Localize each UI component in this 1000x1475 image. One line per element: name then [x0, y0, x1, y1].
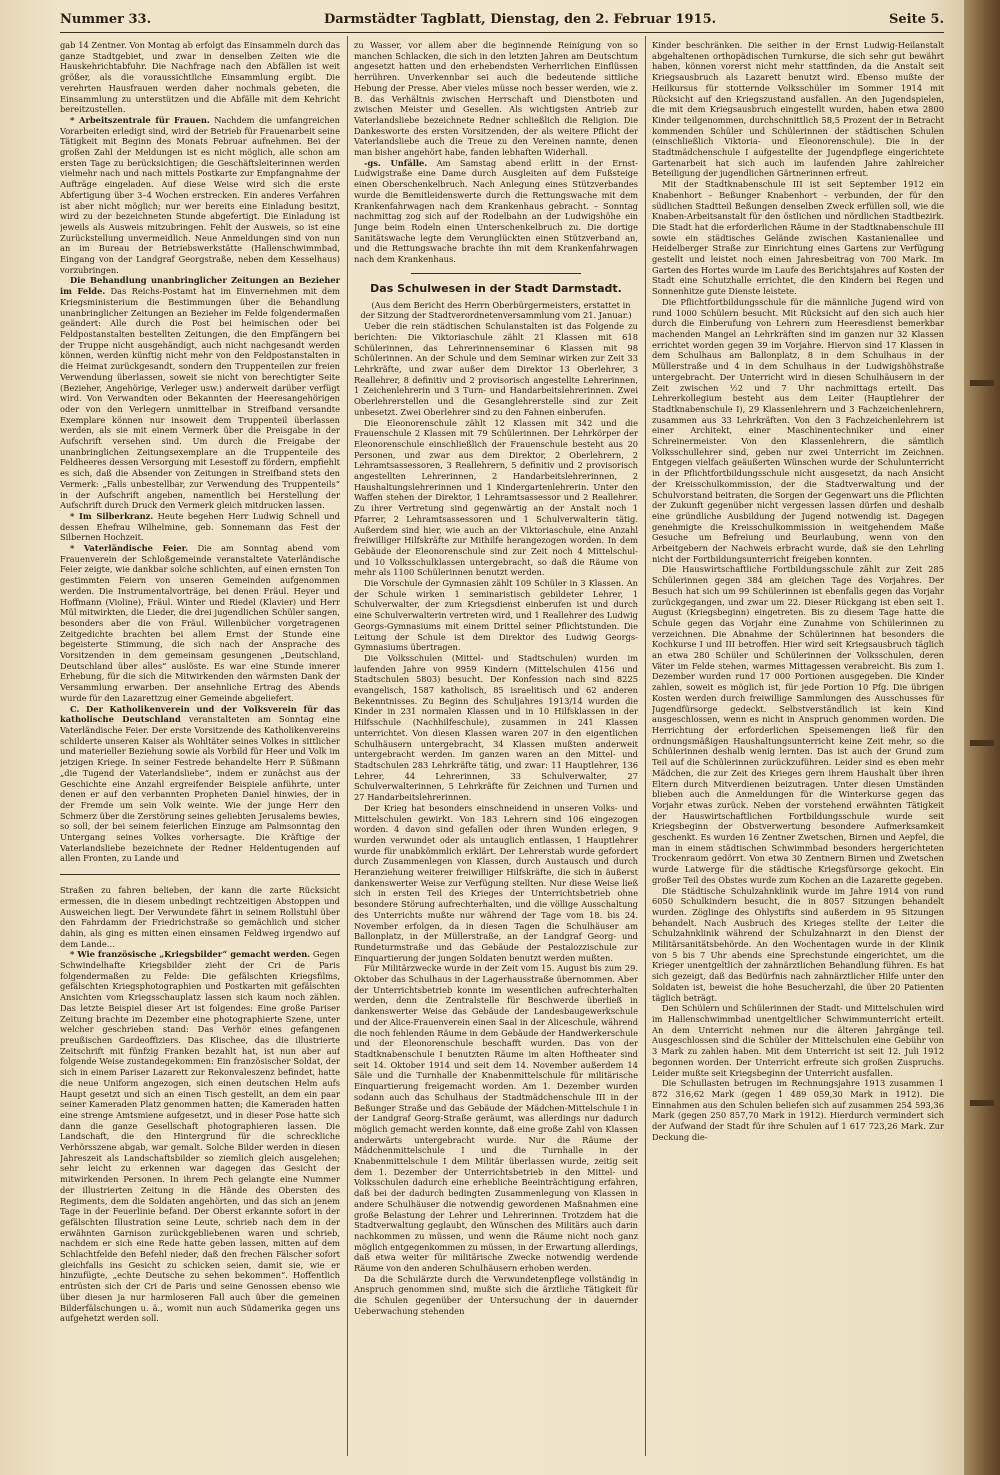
section-heading: * Arbeitszentrale für Frauen.	[70, 114, 210, 125]
text-paragraph: Kinder beschränken. Die seither in der Ernst Ludwig-Heilanstalt abgehaltenen orthopädischen Turnkurse, die sich sehr gut bewährt haben, können vorerst nicht mehr stattfinden, da die Anstalt seit Kriegsausbruch als Lazarett benutzt wird. Ebenso mußte der Heilkursus für stotternde Volksschüler im Sommer 1914 mit Rücksicht auf den Kriegszustand ausfallen. An den Jugendspielen, die mit dem Kriegsausbruch eingestellt wurden, haben etwa 2800 Kinder teilgenommen, durchschnittlich 58,5 Prozent der in Betracht kommenden Schüler und Schülerinnen der städtischen Schulen (einschließlich Viktoria- und Eleonorenschule). Die in der Stadtmädchenschule I aufgestellte der Jugendpflege eingerichtete Gartenarbeit hat sich auch im laufenden Jahre zahlreicher Beteiligung der jugendlichen Gärtnerinnen erfreut.	[652, 40, 944, 179]
text-paragraph: Straßen zu fahren belieben, der kann die zarte Rücksicht ermessen, die in diesem unbedingt rechtzeitigen Abstoppen und Ausweichen liegt. Der Verwundete fährt in seinem Rollstuhl über den Fahrdamm der Friedrichstraße so gemächlich und sicher dahin, als ging es mitten einen einsamen Feldweg irgendwo auf dem Lande…	[60, 885, 340, 949]
header-masthead: Darmstädter Tagblatt, Dienstag, den 2. Februar 1915.	[323, 11, 717, 27]
page-header	[60, 8, 944, 30]
text-paragraph: Die Eleonorenschule zählt 12 Klassen mit 342 und die Frauenschule 2 Klassen mit 79 Schülerinnen. Der Lehrkörper der Eleonorenschule einschließlich der Frauenschule besteht aus 20 Personen, und zwar aus dem Direktor, 2 Oberlehrern, 2 Lehramtsassessoren, 3 Reallehrern, 5 definitiv und 2 provisorisch angestellten Lehrerinnen, 2 Handarbeitslehrerinnen, 2 Haushaltungslehrerinnen und 1 Kindergartenlehrerin. Unter den Waffen stehen der Direktor, 1 Lehramtsassessor und 2 Reallehrer. Zu ihrer Vertretung sind gegenwärtig an der Anstalt noch 1 Pfarrer, 2 Lehramtsassessoren und 1 Schulverwalterin tätig. Außerdem sind hier, wie auch an der Viktoriaschule, eine Anzahl freiwilliger Hilfskräfte zur Mithilfe herangezogen worden. In dem Gebäude der Eleonorenschule sind zur Zeit noch 4 Mittelschul- und 10 Volksschulklassen untergebracht, so daß die Räume von mehr als 1100 Schülerinnen benutzt werden.	[354, 417, 638, 578]
text-paragraph	[60, 115, 340, 276]
text-paragraph	[60, 949, 340, 1324]
text-paragraph: Die Vorschule der Gymnasien zählt 109 Schüler in 3 Klassen. An der Schule wirken 1 seminaristisch gebildeter Lehrer, 1 Schulverwalter, der zum Kriegsdienst einberufen ist und durch eine Schulverwalterin vertreten wird, und 1 Reallehrer des Ludwig Georgs-Gymnasiums mit einem Drittel seiner Pflichtstunden. Die Leitung der Schule ist dem Direktor des Ludwig Georgs-Gymnasiums übertragen.	[354, 578, 638, 653]
section-heading: -gs. Unfälle.	[364, 157, 428, 168]
book-binding-edge	[964, 0, 1000, 1475]
section-text: veranstalteten am Sonntag eine Vaterländische Feier. Der erste Vorsitzende des Katholikenvereins schilderte unseren Kaiser als Wohltäter seines Volkes in sittlicher und materieller Beziehung sowie als Vorbild für Heer und Volk im jetzigen Kriege. In seiner Festrede behandelte Herr P. Süßmann „die Tugend der Vaterlandsliebe“, indem er zunächst aus der Geschichte eine Anzahl ergreifender Beispiele anführte, unter denen er auf den verbannten Propheten Daniel hinwies, der in der Fremde um sein Volk weinte. Wie der junge Herr den Schmerz über die Zerstörung seines geliebten Jerusalems bewies, so soll, der bei seinem feierlichen Einzuge am Palmsonntag den Untergang seines Volkes vorhersagte. Die Kräftige der Vaterlandsliebe bezeichnete der Redner Heldentugenden auf allen Fronten, zu Lande und	[60, 714, 340, 864]
text-paragraph: Die Pflichtfortbildungsschule für die männliche Jugend wird von rund 1000 Schülern besucht. Mit Rücksicht auf den sich auch hier durch die Einberufung von Lehrern zum Heeresdienst bemerkbar machenden Mangel an Lehrkräften sind im ganzen nur 32 Klassen errichtet worden gegen 39 im Vorjahre. Hiervon sind 17 Klassen in dem Schulhaus am Ballonplatz, 8 in dem Schulhaus in der Müllerstraße und 4 in dem Schulhaus in der Ludwigshöhstraße untergebracht. Der Unterricht wird in diesen Schulhäusern in der Zeit zwischen ½2 und 7 Uhr nachmittags erteilt. Das Lehrerkollegium besteht aus dem Leiter (Hauptlehrer der Stadtknabenschule I), 29 Klassenlehrern und 3 Fachzeichenlehrern, zusammen aus 33 Lehrkräften. Von den 3 Fachzeichenlehrern ist einer Architekt, einer Maschinentechniker und einer Schreinermeister. Von den Klassenlehrern, die sämtlich Volksschullehrer sind, geben nur zwei Unterricht im Zeichnen. Entgegen vielfach geäußerten Wünschen wurde der Schulunterricht in der Pflichtfortbildungsschule nicht ausgesetzt, da nach Ansicht der Kreisschulkommission, der die Stadtverwaltung und der Schulvorstand beitraten, die Sorgen der Gegenwart uns die Pflichten der Zukunft gegenüber nicht vergessen lassen dürfen und deshalb eine gründliche Ausbildung der Jugend notwendig ist. Dagegen genehmigte die Kreisschulkommission in weitgehendem Maße Gesuche um Befreiung und Beurlaubung, wenn von den Arbeitgebern der Nachweis erbracht wurde, daß sie den Lehrling nicht der Fortbildungsunterricht freigeben konnten.	[652, 296, 944, 564]
text-paragraph: Mit der Stadtknabenschule III ist seit September 1912 ein Knabenhort – Beßunger Knabenhort – verbunden, der für den südlichen Stadtteil Beßungen denselben Zweck erfüllen soll, wie die Knaben-Arbeitsanstalt für den östlichen und nördlichen Stadtbezirk. Die Stadt hat die erforderlichen Räume in der Stadtknabenschule III sowie ein städtisches Gelände zwischen Kastanienallee und Heidelberger Straße zur Einrichtung eines Gartens zur Verfügung gestellt und leistet noch einen Jahresbeitrag von 700 Mark. Im Garten des Hortes wurde im Laufe des Berichtsjahres auf Kosten der Stadt eine Schutzhalle errichtet, die den Kindern bei Regen und Sonnenhitze gute Dienste leistete.	[652, 179, 944, 297]
text-paragraph: Den Schülern und Schülerinnen der Stadt- und Mittelschulen wird im Hallenschwimmbad unentgeltlicher Schwimmunterricht erteilt. An dem Unterricht nehmen nur die älteren Jahrgänge teil. Ausgeschlossen sind die Schüler der Mittelschulen eine Gebühr von 3 Mark zu zahlen haben. Mit dem Unterricht ist seit 12. Juli 1912 begonnen worden. Der Unterricht erfreute sich großen Zuspruchs. Leider mußte seit Kriegsbeginn der Unterricht ausfallen.	[652, 1003, 944, 1078]
column-separator	[347, 36, 348, 1456]
text-paragraph	[354, 158, 638, 265]
section-text: Nachdem die umfangreichen Vorarbeiten erledigt sind, wird der Betrieb für Frauenarbeit seine Tätigkeit mit Beginn des Monats Februar aufnehmen. Bei der großen Zahl der Meldungen ist es nicht möglich, alle schon am ersten Tage zu berücksichtigen; die Geschäftsleiterinnen werden vielmehr nach und nach mittels Postkarte zur Empfangnahme der Aufträge eingeladen. Auf diese Weise wird sich die erste Abfertigung über 3–4 Wochen erstrecken. Ein anderes Verfahren ist aber nicht möglich; nur wer bereits eine Einladung besitzt, wird zu der bezeichneten Stunde abgefertigt. Die Einladung ist jeweils als Ausweis mitzubringen. Fehlt der Ausweis, so ist eine Zurückstellung unvermeidlich. Neue Anmeldungen sind von nun an im Bureau der Betriebswerkstätte (Hallenschwimmbad, Eingang von der Landgraf Georgstraße, neben dem Kesselhaus) vorzubringen.	[60, 114, 340, 275]
section-heading: Die Behandlung unanbringlicher Zeitungen an Bezieher im Felde.	[60, 275, 340, 297]
text-paragraph: Die Hauswirtschaftliche Fortbildungsschule zählt zur Zeit 285 Schülerinnen gegen 384 am gleichen Tage des Vorjahres. Der Besuch hat sich um 99 Schülerinnen ist ebenfalls gegen das Vorjahr zurückgegangen, und zwar um 22. Dieser Rückgang ist eben seit 1. August (Kriegsbeginn) eingetreten. Bis zu diesem Tage hatte die Schule gegen das Vorjahr eine Zunahme von Schülerinnen zu verzeichnen. Die Abnahme der Schülerinnen hat besonders die Kochkurse I und III betroffen. Hier wird seit Kriegsausbruch täglich an etwa 280 Schüler und Schülerinnen der Volksschulen, deren Väter im Felde stehen, warmes Mittagessen verabreicht. Bis zum 1. Dezember wurden rund 17 000 Portionen ausgegeben. Die Kinder zahlen, soweit es möglich ist, für jede Portion 10 Pfg. Die übrigen Kosten werden durch freiwillige Sammlungen des Ausschusses für Jugendfürsorge gedeckt. Selbstverständlich ist kein Kind ausgeschlossen, wenn es nicht in Anspruch genommen worden. Die Herrichtung der erforderlichen Speisemengen ließ für den ordnungsmäßigen Haushaltungsunterricht keine Zeit mehr, so die Schülerinnen deshalb wenig lernten. Das ist auch der Grund zum Teil auf die Schülerinnen zurückzuführen. Leider sind es eben mehr Mädchen, die zur Zeit des Krieges gern ihrem Haushalt über ihren Eltern durch Mitverdienen beizutragen. Unter diesen Umständen blieben auch die Anmeldungen für die Winterkurse gegen das Vorjahr etwas zurück. Neben der vorstehend erwähnten Tätigkeit der Hauswirtschaftlichen Fortbildungsschule wurde seit Kriegsbeginn der Obstverwertung besondere Aufmerksamkeit geschenkt. Es wurden 16 Zentner Zwetschen, Birnen und Aepfel, die man in einem städtischen Schwimmbad besonders hergerichteten Trockenraum gedörrt. Von etwa 30 Zentnern Birnen und Zwetschen wurde Latwerge für die städtische Kriegsfürsorge gekocht. Ein großer Teil des Obstes wurde zum Kochen an die Lazarette gegeben.	[652, 564, 944, 885]
column-3	[652, 40, 944, 1458]
text-paragraph: gab 14 Zentner. Von Montag ab erfolgt das Einsammeln durch das ganze Stadtgebiet, und zwar in denselben Zeiten wie die Hauskehrichtabfuhr. Die Nachfrage nach den Abfällen ist weit größer, als die voraussichtliche Einsammlung ergibt. Die verehrten Hausfrauen werden daher nochmals gebeten, die Einsammlung zu unterstützen und die Abfälle mit dem Kehricht bereitzustellen.	[60, 40, 340, 115]
column-1	[60, 40, 340, 1458]
header-rule	[60, 32, 944, 33]
text-paragraph	[60, 275, 340, 510]
section-heading: C. Der Katholikenverein und der Volksverein für das katholische Deutschland	[60, 703, 340, 725]
text-paragraph	[60, 543, 340, 704]
article-subtitle: (Aus dem Bericht des Herrn Oberbürgermeisters, erstattet in der Sitzung der Stadtverordnetenversammlung vom 21. Januar.)	[360, 299, 632, 321]
section-text: Heute begehen Herr Ludwig Schnell und dessen Ehefrau Wilhelmine, geb. Sonnemann das Fest der Silbernen Hochzeit.	[60, 510, 340, 543]
text-paragraph: Der Krieg hat besonders einschneidend in unseren Volks- und Mittelschulen gewirkt. Von 183 Lehrern sind 106 eingezogen worden. 4 davon sind gefallen oder ihren Wunden erlegen, 9 wurden verwundet oder als untauglich entlassen, 1 Hauptlehrer wurde für unabkömmlich erklärt. Der Lehrerstab wurde gefordert durch Zusammenlegen von Klassen, durch Austausch und durch Heranziehung weiterer freiwilliger Hilfskräfte, die sich in äußerst dankenswerter Weise zur Verfügung stellten. Nur diese Weise ließ sich in ersten Teil des Krieges der Unterrichtsbetrieb ohne besondere Störung aufrechterhalten, und die völlige Ausschaltung des Unterrichts mußte nur während der Tage vom 18. bis 24. November erfolgen, da in diesen Tagen die Schulhäuser am Ballonplatz, in der Müllerstraße, an der Landgraf Georg- und Rundeturmstraße und das Gebäude der Pestalozzischule zur Einquartierung der jungen Soldaten benutzt werden mußten.	[354, 802, 638, 963]
binding-band	[970, 740, 994, 746]
text-paragraph: Die Städtische Schulzahnklinik wurde im Jahre 1914 von rund 6050 Schulkindern besucht, die in 8057 Sitzungen behandelt wurden. Zöglinge des Ohlystifts sind außerdem in 95 Sitzungen behandelt. Nach Ausbruch des Krieges stellte der Leiter die Schulzahnklinik während der Schulzahnarzt in den Dienst der Militärsanitätsbehörde. An den Wochentagen wurde in der Klinik von 5 bis 7 Uhr abends eine Sprechstunde eingerichtet, um die Krieger unentgeltlich der zahnärztlichen Behandlung führen. Es hat sich gezeigt, daß das Bedürfnis nach zahnärztlicher Hilfe unter den Soldaten ist, beweist die hohe Besucherzahl, die über 20 Patienten täglich beträgt.	[652, 885, 944, 1003]
text-paragraph	[60, 511, 340, 543]
text-paragraph: Ueber die rein städtischen Schulanstalten ist das Folgende zu berichten: Die Viktoriaschule zählt 21 Klassen mit 618 Schülerinnen, das Lehrerinnenseminar 6 Klassen mit 98 Schülerinnen. An der Schule und dem Seminar wirken zur Zeit 33 Lehrkräfte, und zwar außer dem Direktor 13 Oberlehrer, 3 Reallehrer, 8 definitiv und 2 provisorisch angestellte Lehrerinnen, 1 Zeichenlehrerin und 3 Turn- und Handarbeitslehrerinnen. Zwei Oberlehrerstellen und die Gesanglehrerstelle sind zur Zeit unbesetzt. Zwei Oberlehrer sind zu den Fahnen einberufen.	[354, 321, 638, 417]
text-paragraph: zu Wasser, vor allem aber die beginnende Reinigung von so manchen Schlacken, die sich in den letzten Jahren am Deutschtum angesetzt hatten und den erhebendsten Verherrlichen Einflüssen herrühren. Unverkennbar sei auch die bedeutende sittliche Hebung der Presse. Aber vieles müsse noch besser werden, wie z. B. das Verhältnis zwischen Herrschaft und Dienstboten und zwischen Meister und Gesellen. Als wichtigsten Antrieb zur Vaterlandsliebe bezeichnete Redner schließlich die Religion. Die Dankesworte des ersten Vorsitzenden, der als weitere Pflicht der Vaterlandsliebe auch die Treue zu den Vereinen nannte, denen man bisher angehört habe, fanden lebhaften Widerhall.	[354, 40, 638, 158]
article-rule	[411, 273, 581, 274]
header-issue-number: Nummer 33.	[60, 11, 152, 27]
section-heading: * Vaterländische Feier.	[70, 543, 189, 554]
binding-band	[970, 1100, 994, 1106]
column-2	[354, 40, 638, 1458]
section-heading: * Im Silberkranz.	[70, 510, 154, 521]
text-paragraph: Da die Schulärzte durch die Verwundetenpflege vollständig in Anspruch genommen sind, mußte sich die ärztliche Tätigkeit für die Schulen gegenüber der Untersuchung der in dauernder Ueberwachung stehenden	[354, 1273, 638, 1316]
column-separator	[645, 36, 646, 1456]
header-page-number: Seite 5.	[889, 11, 944, 27]
text-paragraph: Die Schullasten betrugen im Rechnungsjahre 1913 zusammen 1 872 316,62 Mark (gegen 1 489 059,30 Mark in 1912). Die Einnahmen aus den Schulen beliefen sich auf zusammen 254 593,36 Mark (gegen 250 857,70 Mark in 1912). Hierdurch vermindert sich der Aufwand der Stadt für ihre Schulen auf 1 617 723,26 Mark. Zur Deckung die-	[652, 1078, 944, 1142]
section-text: Die am Sonntag abend vom Frauenverein der Schloßgemeinde veranstaltete Vaterländische Feier zeigte, wie dankbar solche schlichten, auf einen ernsten Ton gestimmten Feiern von unseren Gemeinden aufgenommen werden. Die Instrumentalvorträge, bei denen Fräul. Heyer und Hoffmann (Violine), Fräul. Winter und Riedel (Klavier) und Herr Mül mitwirkten, die Lieder, die drei jugendlichen Schüler sangen, besonders aber die von Fräul. Willenbücher vorgetragenen Zeitgedichte brachten bei allem Ernst der Stunde eine begeisterte Stimmung, die sich nach der Ansprache des Vorsitzenden in dem gemeinsam gesungenen „Deutschland, Deutschland über alles“ auslöste. Es war eine Stunde innerer Erhebung, für die sich die Mitwirkenden den wärmsten Dank der Versammlung erwarben. Der ansehnliche Ertrag des Abends wurde für den Lazarettzug einer Gemeinde abgeliefert.	[60, 543, 340, 703]
binding-band	[970, 380, 994, 386]
section-text: Gegen Schwindelhafte Kriegsbilder zieht der Cri de Paris folgendermaßen zu Felde: Die gefälschten Kriegsfilms, gefälschten Kriegsphotographien und Postkarten mit gefälschten Ansichten vom Kriegsschauplatz lassen sich kaum noch zählen. Das letzte Beispiel dieser Art ist folgendes: Eine große Pariser Zeitung brachte im Dezember eine photographierte Szene, unter welcher geschrieben stand: Das Verhör eines gefangenen preußischen Gardeoffiziers. Das Klischee, das die illustrierte Zeitschrift mit fünfzig Franken bezahlt hat, ist nun aber auf folgende Weise zustandegekommen: Ein französischer Soldat, der sich in einem Pariser Lazarett zur Rekonvaleszenz befindet, hatte die neue Uniform angezogen, sich einen deutschen Helm aufs Haupt gesetzt und sich an einen Tisch gestellt, an dem ein paar seiner Kameraden Platz genommen hatten; die Kameraden hatten eine strenge Amtsmiene aufgesetzt, und in dieser Pose hatte sich dann die ganze Gesellschaft photographieren lassen. Die Landschaft, die den Hintergrund für die schreckliche Verhörsszene abgab, war gemalt. Solche Bilder werden in diesen Jahreszeit als Landschaftsbilder so ziemlich gleich ausgelehen; sehr leicht zu erkennen war dagegen das Gesicht der mitwirkenden Personen. In ihrem Pech gelangte eine Nummer der illustrierten Zeitung in die Hände des Obersten des Regiments, dem die Soldaten angehörten, und das sich an jenem Tage in der Feuerlinie befand. Der Oberst erkannte sofort in der gefälschten Illustration seine Leute, schrieb nach dem in der erwähnten Garnison zurückgebliebenen waren und schrieb, nachdem er sich eine Rede hatte geben lassen, mitten auf dem Schlachtfelde den Befehl nieder, daß den frechen Fälscher sofort gleichfalls ins Gesicht zu schicken seien, damit sie, wie er hinzufügte, „echte Deutsche zu sehen bekommen“. Hoffentlich entrüsten sich der Cri de Paris und seine Genossen ebenso wie über diesen ja nur harmloseren Fall auch über die gemeinen Bilderfälschungen u. ä., womit nun auch Südamerika gegen uns aufgehetzt werden soll.	[60, 949, 340, 1324]
text-paragraph: Für Militärzwecke wurde in der Zeit vom 15. August bis zum 29. Oktober das Schulhaus in der Lagerhausstraße übernommen. Aber der Unterrichtsbetrieb konnte im wesentlichen aufrechterhalten werden, denn die Zentralstelle für Beschwerde überließ in dankenswerter Weise das Gebäude der Landesbaugewerkschule und der Alice-Frauenverein einen Saal in der Aliceschule, während die noch fehlenden Räume in dem Gebäude der Handwerkerschule und der Eleonorenschule beschafft wurden. Das von der Stadtknabenschule I benutzten Räume im alten Hoftheater sind seit 14. Oktober 1914 und seit dem 14. November außerdem 14 Säle und die Turnhalle der Knabenmittelschule für militärische Einquartierung freigemacht worden. Am 1. Dezember wurden sodann auch das Schulhaus der Stadtmädchenschule III in der Beßunger Straße und das Gebäude der Mädchen-Mittelschule I in der Landgraf Georg-Straße geräumt, was allerdings nur dadurch möglich gemacht werden konnte, daß eine große Zahl von Klassen anderwärts untergebracht wurde. Nur die Räume der Mädchenmittelschule I und die Turnhalle in der Knabenmittelschule I dem Militär überlassen wurde, zeitig seit dem 1. Dezember der Unterrichtsbetrieb in den Mittel- und Volksschulen dadurch eine erhebliche Beeinträchtigung erfahren, daß bei der dadurch bedingten Zusammenlegung von Klassen in andere Schulhäuser die notwendig gewordenen Maßnahmen eine große Belastung der Lehrer und Lehrerinnen. Trotzdem hat die Stadtverwaltung geglaubt, den Wünschen des Militärs auch darin nachkommen zu müssen, und wenn die Räume nicht noch ganz möglich entgegenkommen zu müssen, in der Erwartung allerdings, daß etwa weiter für militärische Zwecke notwendig werdende Räume von den anderen Schulhäusern erhoben werden.	[354, 963, 638, 1274]
section-heading: * Wie französische „Kriegsbilder“ gemacht werden.	[70, 949, 311, 960]
column-divider-rule	[60, 874, 340, 875]
section-text: Am Samstag abend erlitt in der Ernst-Ludwigstraße eine Dame durch Ausgleiten auf dem Fußsteige einen Oberschenkelbruch. Nach Anlegung eines Stützverbandes wurde die Bemitleidenswerte durch die Rettungswache mit dem Krankenfahrwagen nach dem Krankenhaus gebracht. – Sonntag nachmittag zog sich auf der Rodelbahn an der Ludwigshöhe ein Junge beim Rodeln einen Unterschenkelbruch zu. Die dortige Sanitätswache legte dem Verunglückten einen Stützverband an, und die Rettungswache brachte ihn mit dem Krankenfahrwagen nach dem Krankenhaus.	[354, 157, 638, 265]
text-paragraph	[60, 704, 340, 865]
text-paragraph: Die Volksschulen (Mittel- und Stadtschulen) wurden im laufenden Jahre von 9959 Kindern (Mittelschulen 4156 und Stadtschulen 5803) besucht. Der Konfession nach sind 8225 evangelisch, 1587 katholisch, 85 israelitisch und 62 anderen Bekenntnisses. Zu Beginn des Schuljahres 1913/14 wurden die Kinder in 231 normalen Klassen und in 10 Hilfsklassen in der Hilfsschule (Nachhilfeschule), zusammen in 241 Klassen unterrichtet. Von diesen Klassen waren 207 in den eigentlichen Schulhäusern untergebracht, 34 Klassen mußten anderweit untergebracht werden. Im ganzen waren an den Mittel- und Stadtschulen 283 Lehrkräfte tätig, und zwar: 11 Hauptlehrer, 136 Lehrer, 44 Lehrerinnen, 33 Schulverwalter, 27 Schulverwalterinnen, 5 Lehrkräfte für Zeichnen und Turnen und 27 Handarbeitslehrerinnen.	[354, 652, 638, 803]
section-text: Das Reichs-Postamt hat im Einvernehmen mit dem Kriegsministerium die Bestimmungen über die Behandlung unanbringlicher Zeitungen an Bezieher im Felde folgendermaßen geändert: Alle durch die Post bei heimischen oder bei Feldpostanstalten bestellten Zeitungen, die den Empfängern bei der Truppe nicht ausgehändigt, auch nicht nachgesandt werden können, werden künftig nicht mehr von den Feldpostanstalten in die Heimat zurückgesandt, sondern den Truppenteilen zur freien Verwendung überlassen, soweit sie nicht von berechtigter Seite (Bezieher, Angehörige, Verleger usw.) anderweit darüber verfügt wird. Von Verwandten oder Bekannten der Heeresangehörigen oder von den Verlegern unmittelbar in Streifband versandte Exemplare können nur insoweit dem Truppenteil überlassen werden, als sie mit einem Vermerk über die Preisgabe in der Aufschrift versehen sind. Um durch die Freigabe der unanbringlichen Zeitungsexemplare an die Truppenteile des Feldheeres dessen Versorgung mit Lesestoff zu fördern, empfiehlt es sich, daß die Absender von Zeitungen in Streifband stets den Vermerk: „Falls unbestellbar, zur Verwendung des Truppenteils“ in der Aufschrift angeben, namentlich bei Herstellung der Aufschrift durch Druck den Vermerk gleich mitdrucken lassen.	[60, 286, 340, 511]
article-title: Das Schulwesen in der Stadt Darmstadt.	[370, 281, 622, 295]
